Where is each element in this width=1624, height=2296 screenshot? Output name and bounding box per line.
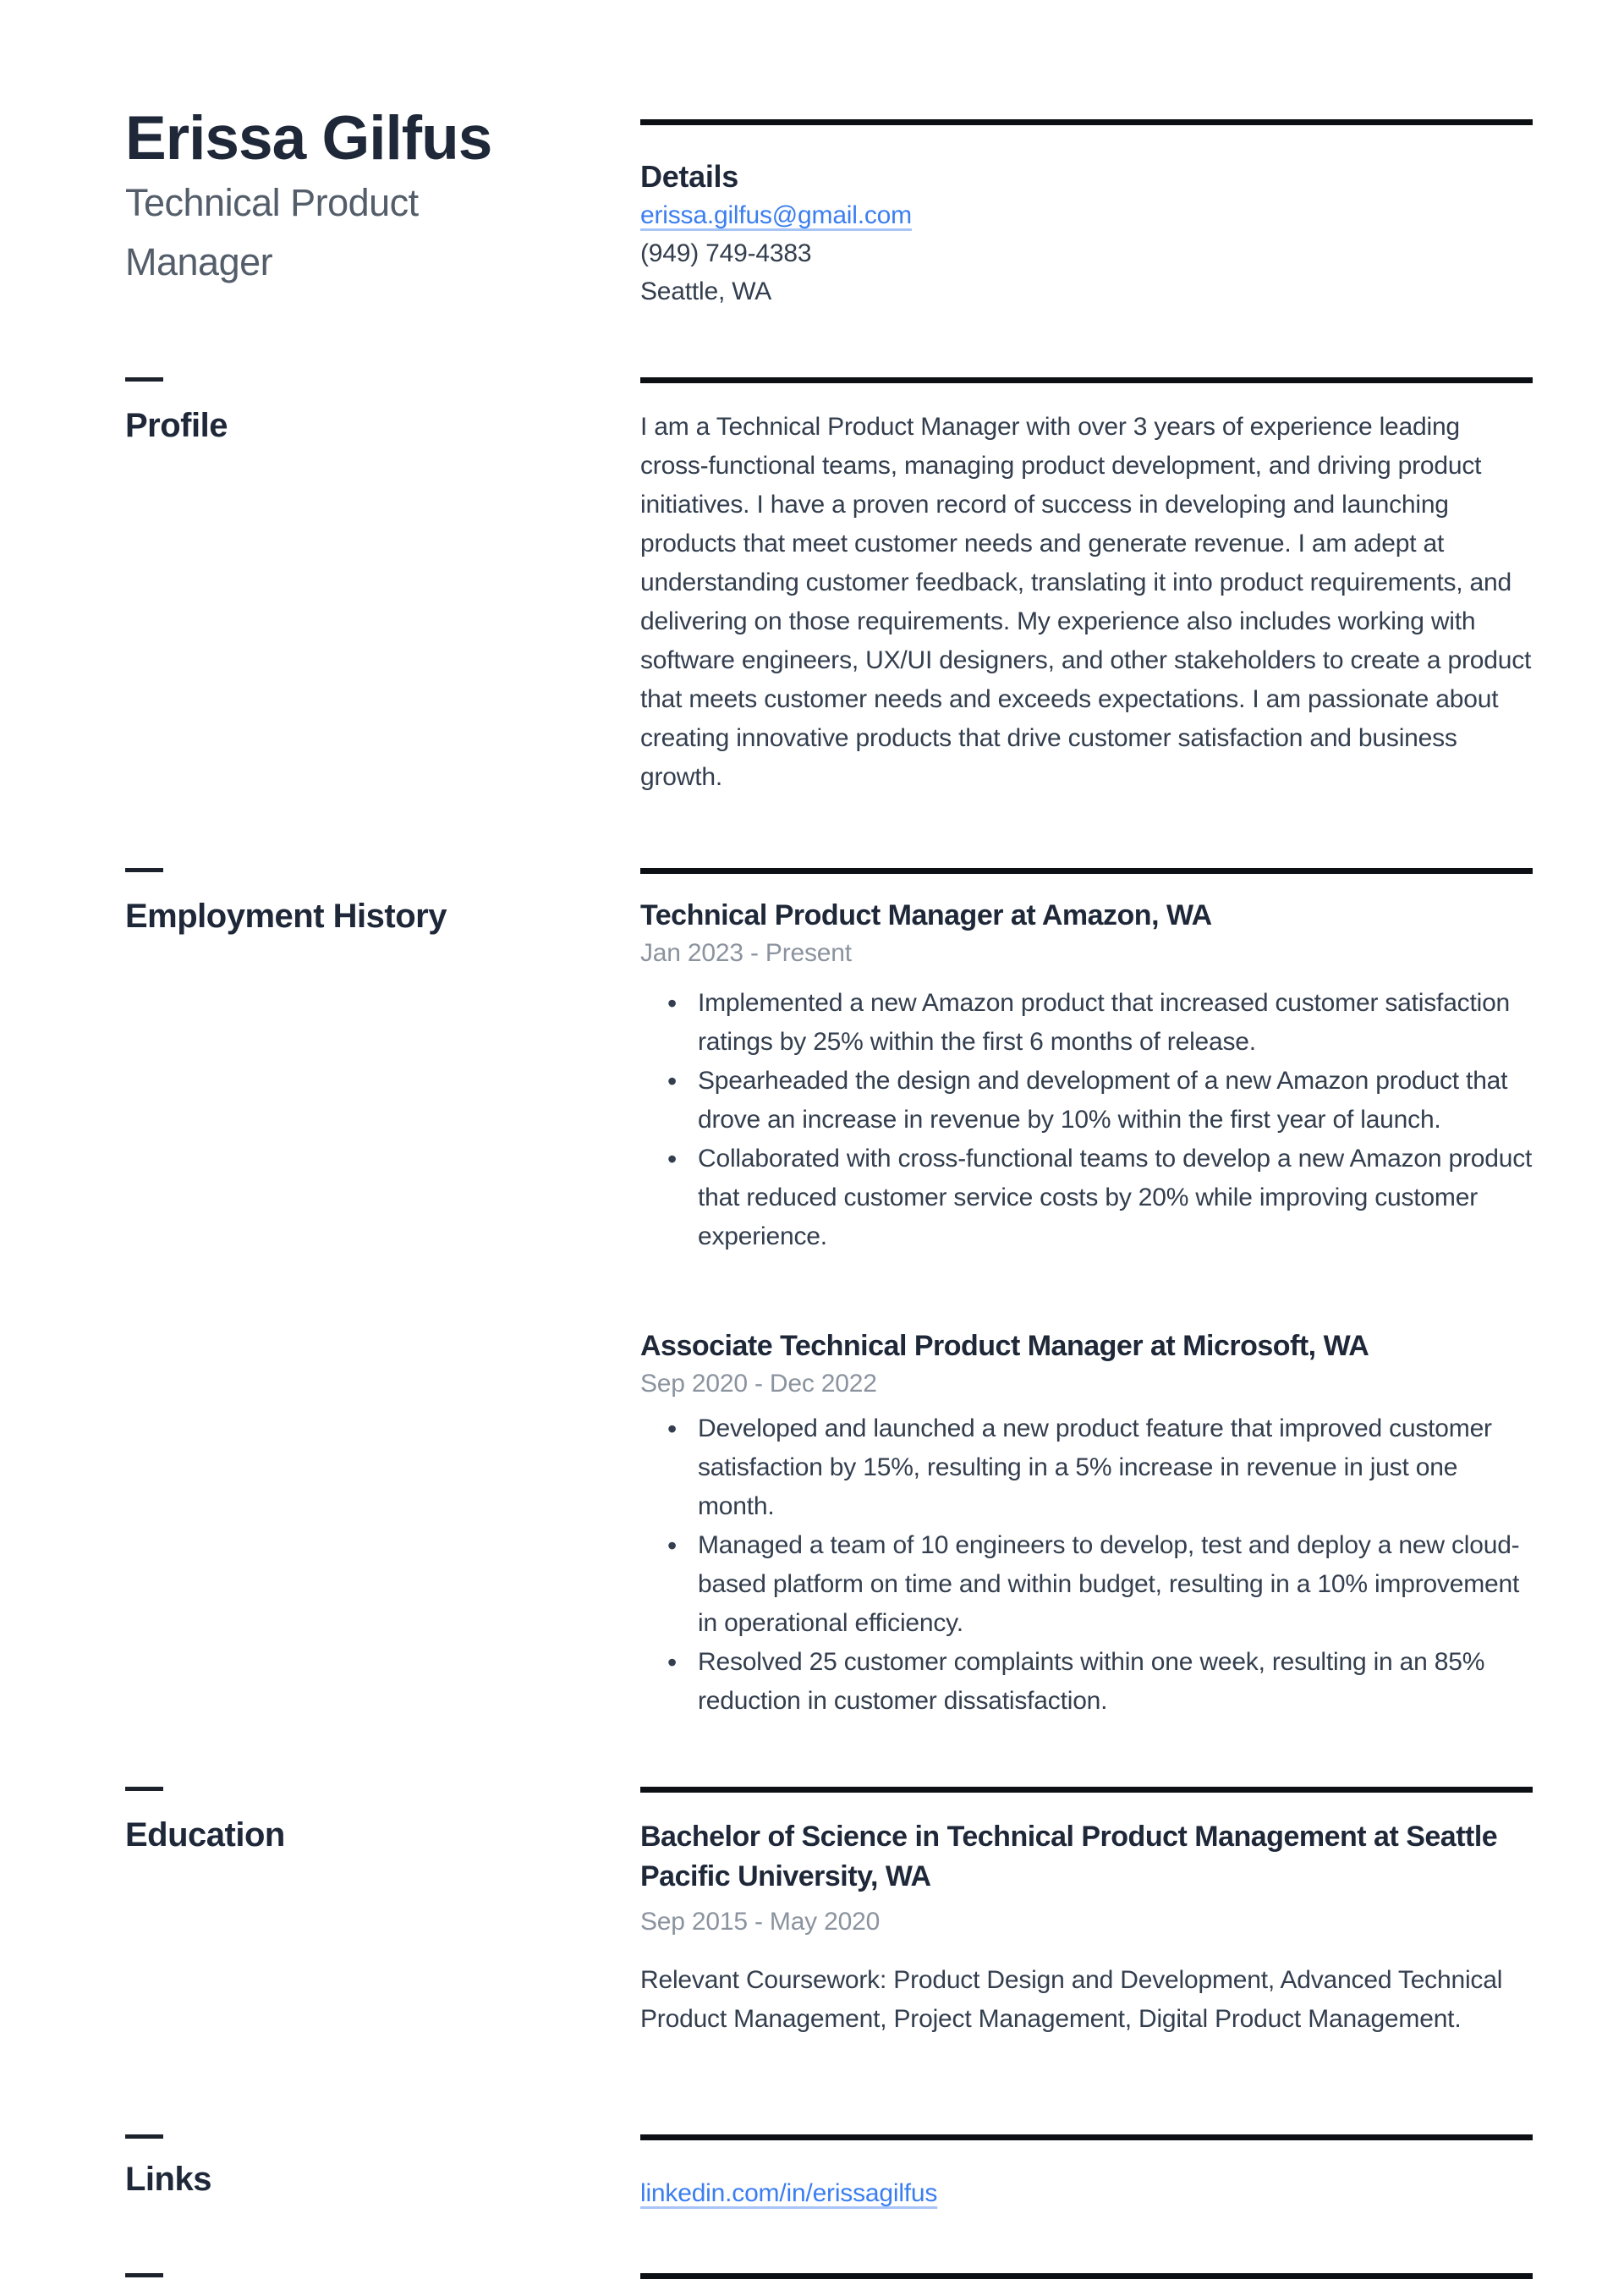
profile-section-dash [125,377,163,382]
job-bullet: • Managed a team of 10 engineers to develop, test and deploy a new cloud-based platform on time and within budget, resulting in a 10% improvement in operational efficiency. [640,1526,1533,1643]
job-dates-amazon: Jan 2023 - Present [640,939,852,967]
next-section-dash [125,2273,163,2277]
job-dates-microsoft: Sep 2020 - Dec 2022 [640,1370,877,1398]
linkedin-link[interactable]: linkedin.com/in/erissagilfus [640,2179,938,2207]
details-divider [640,119,1533,125]
job-bullet: • Resolved 25 customer complaints within one week, resulting in an 85% reduction in customer dissatisfaction. [640,1643,1533,1721]
profile-section-heading: Profile [125,407,228,444]
next-section-divider [640,2273,1533,2279]
job-bullet: • Collaborated with cross-functional teams to develop a new Amazon product that reduced customer service costs by 20% while improving customer experience. [640,1140,1533,1256]
phone-number: (949) 749-4383 [640,239,812,267]
employment-section-dash [125,868,163,872]
education-section-dash [125,1787,163,1791]
education-description: Relevant Coursework: Product Design and Development, Advanced Technical Product Management, Project Management, Digital Product Management. [640,1966,1503,2033]
degree-title: Bachelor of Science in Technical Product Management at Seattle Pacific University, WA [640,1821,1498,1892]
education-section-heading: Education [125,1816,285,1854]
job-title-microsoft: Associate Technical Product Manager at Microsoft, WA [640,1330,1369,1362]
education-dates: Sep 2015 - May 2020 [640,1908,881,1936]
profile-summary-text: I am a Technical Product Manager with over 3 years of experience leading cross-functional teams, managing product development, and driving product initiatives. I have a proven record of success in developing and launching products that meet customer needs and generate revenue. I am adept at understanding customer feedback, translating it into product requirements, and delivering on those requirements. My experience also includes working with software engineers, UX/UI designers, and other stakeholders to create a product that meets customer needs and exceeds expectations. I am passionate about creating innovative products that drive customer satisfaction and business growth. [640,413,1532,791]
job-bullet: • Spearheaded the design and development of a new Amazon product that drove an increase in revenue by 10% within the first year of launch. [640,1062,1533,1140]
employment-divider [640,868,1533,874]
links-section-heading: Links [125,2161,211,2198]
job-bullet: • Implemented a new Amazon product that increased customer satisfaction ratings by 25% within the first 6 months of release. [640,984,1533,1062]
email-link[interactable]: erissa.gilfus@gmail.com [640,201,912,229]
location-text: Seattle, WA [640,277,772,305]
links-row [640,2174,1533,2213]
profile-divider [640,377,1533,383]
job-bullets-amazon [640,984,1533,1256]
email-row [640,196,1533,235]
person-job-title: Technical Product Manager [125,181,419,283]
job-title-amazon: Technical Product Manager at Amazon, WA [640,899,1212,931]
details-heading: Details [640,159,738,194]
job-bullets-microsoft [640,1409,1533,1721]
job-bullet: • Developed and launched a new product feature that improved customer satisfaction by 15%, resulting in a 5% increase in revenue in just one month. [640,1409,1533,1526]
links-divider [640,2134,1533,2140]
employment-section-heading: Employment History [125,898,447,935]
links-section-dash [125,2134,163,2139]
person-name: Erissa Gilfus [125,104,492,173]
education-divider [640,1787,1533,1793]
